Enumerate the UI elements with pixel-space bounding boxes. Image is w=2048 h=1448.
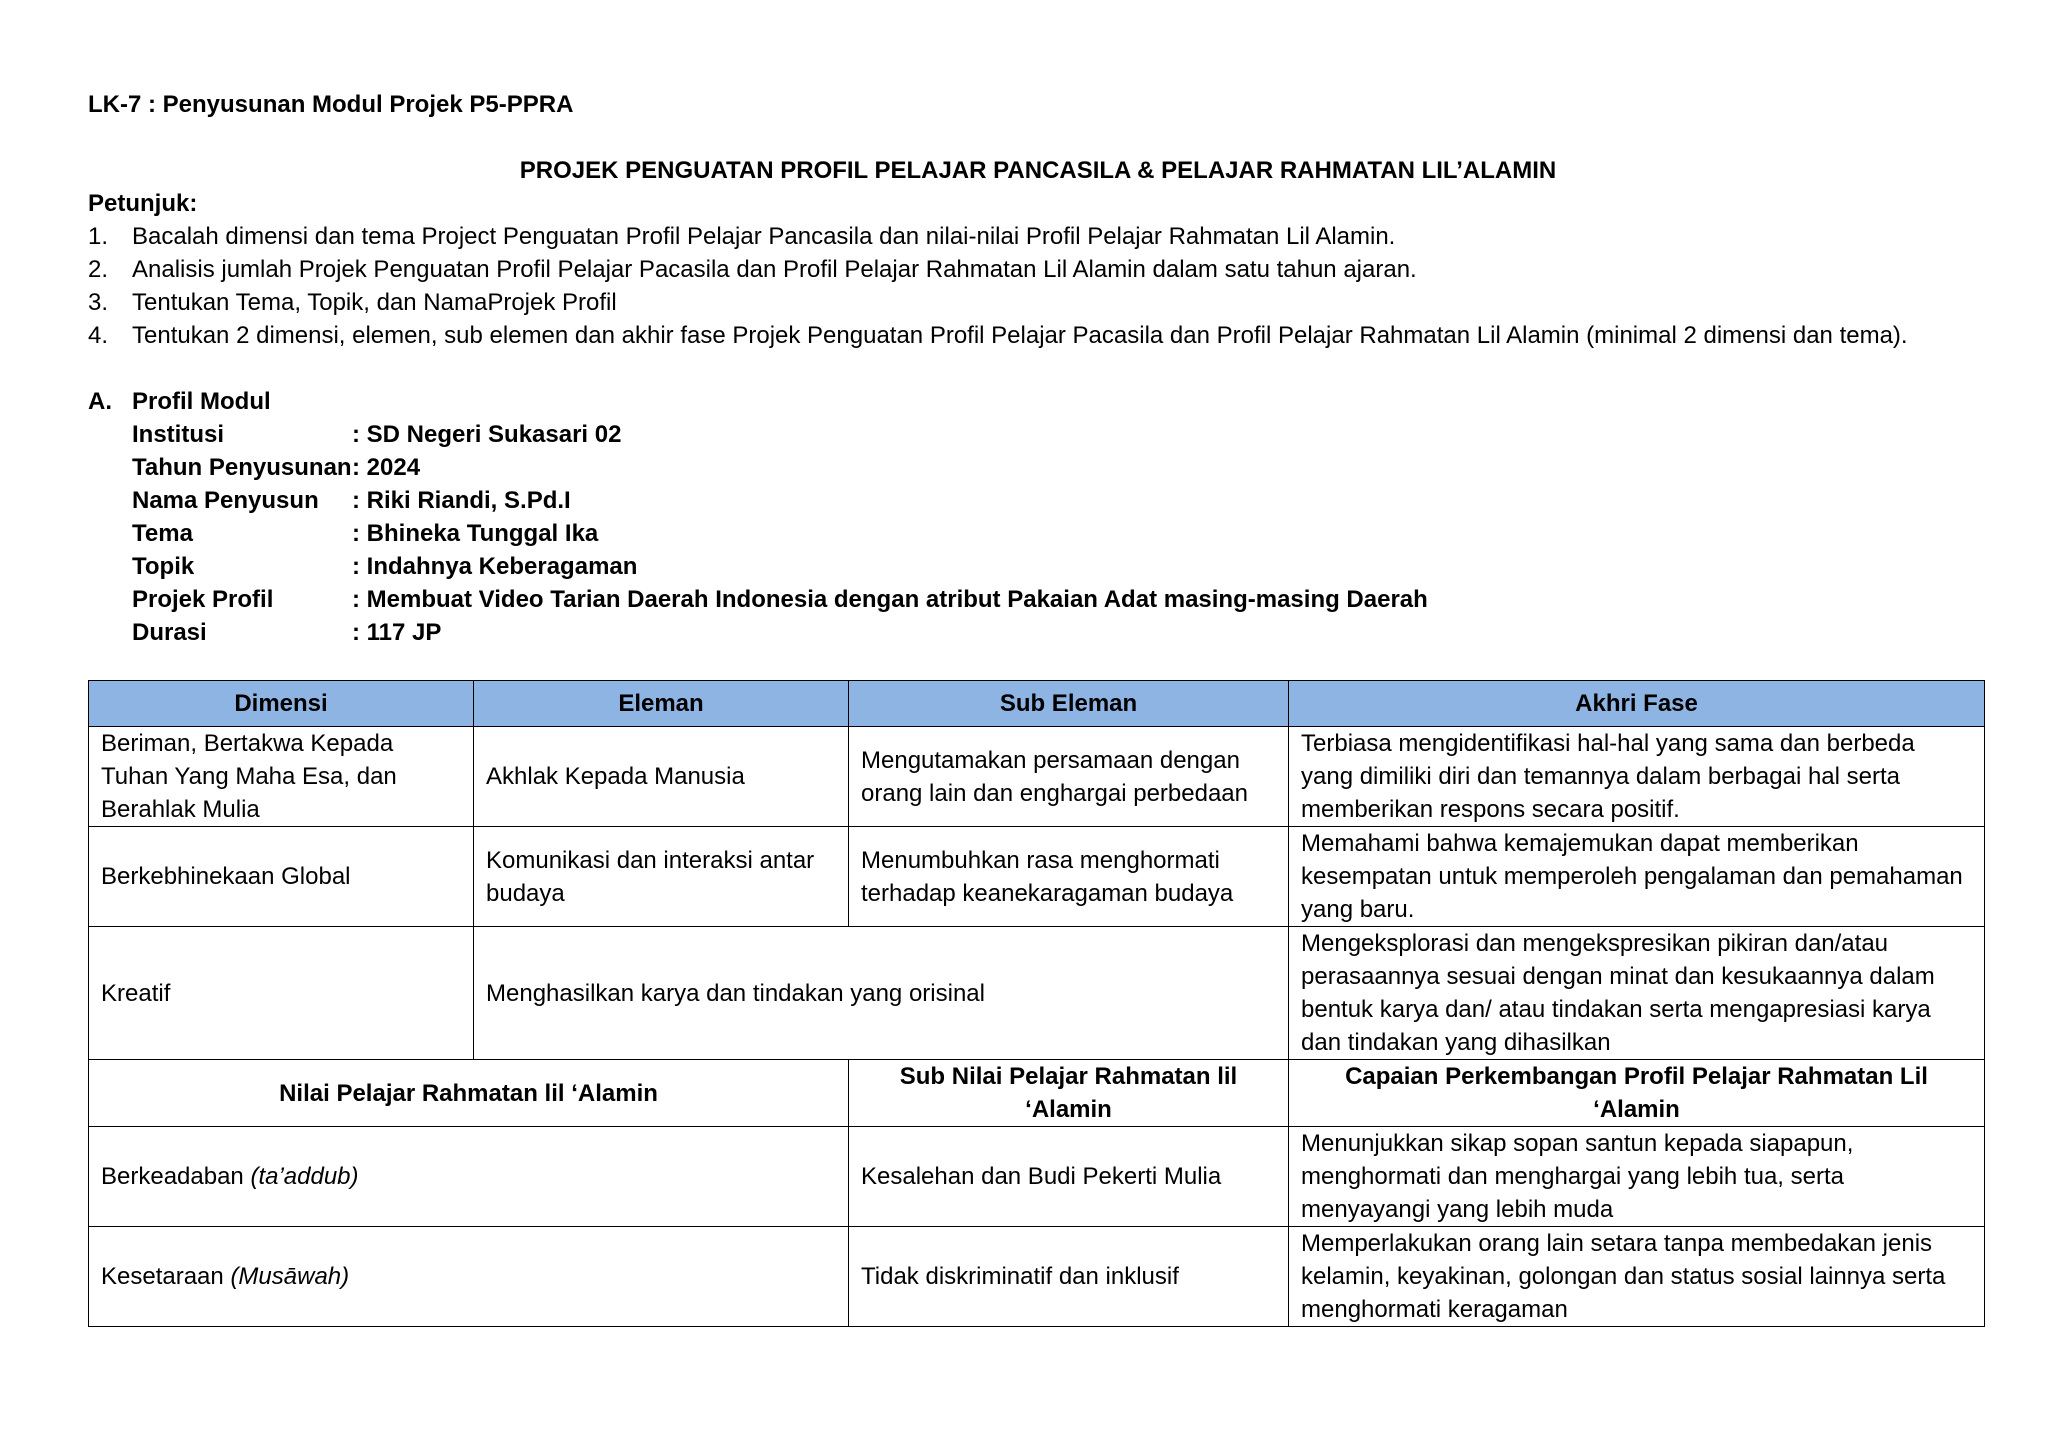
cell-dimensi: Kreatif [89, 927, 474, 1060]
cell-capaian: Menunjukkan sikap sopan santun kepada siapapun, menghormati dan menghargai yang lebih tua, serta menyayangi yang lebih muda [1289, 1127, 1985, 1227]
cell-elemen-merged: Menghasilkan karya dan tindakan yang orisinal [474, 927, 1289, 1060]
profile-fields [132, 418, 1988, 649]
profile-key: Projek Profil [132, 586, 274, 613]
table-header-row [89, 681, 1985, 727]
instruction-item [88, 220, 1988, 253]
section-title: Profil Modul [132, 388, 271, 415]
instruction-text: Tentukan 2 dimensi, elemen, sub elemen dan akhir fase Projek Penguatan Profil Pelajar Pacasila dan Profil Pelajar Rahmatan Lil Alamin (minimal 2 dimensi dan tema). [132, 322, 1908, 349]
table-row [89, 1227, 1985, 1327]
nilai-term: (ta’addub) [250, 1163, 359, 1190]
table-row [89, 1127, 1985, 1227]
profile-key: Tahun Penyusunan [132, 454, 352, 481]
worksheet-label: LK-7 : Penyusunan Modul Projek P5-PPRA [88, 91, 574, 118]
cell-dimensi: Beriman, Bertakwa Kepada Tuhan Yang Maha Esa, dan Berahlak Mulia [89, 727, 474, 827]
cell-nilai [89, 1227, 849, 1327]
nilai-name: Berkeadaban [101, 1163, 244, 1190]
instructions-heading: Petunjuk: [88, 190, 198, 217]
cell-akhir-fase: Mengeksplorasi dan mengekspresikan pikiran dan/atau perasaannya sesuai dengan minat dan kesukaannya dalam bentuk karya dan/ atau tindakan serta mengapresiasi karya dan tindakan yang dihasilkan [1289, 927, 1985, 1060]
profile-row-durasi [132, 616, 1988, 649]
cell-elemen: Komunikasi dan interaksi antar budaya [474, 827, 849, 927]
cell-akhir-fase: Terbiasa mengidentifikasi hal-hal yang sama dan berbeda yang dimiliki diri dan temannya dalam berbagai hal serta memberikan respons secara positif. [1289, 727, 1985, 827]
cell-sub-elemen: Mengutamakan persamaan dengan orang lain dan enghargai perbedaan [849, 727, 1289, 827]
nilai-term: (Musāwah) [230, 1263, 350, 1290]
nilai-name: Kesetaraan [101, 1263, 224, 1290]
profile-row-tahun [132, 451, 1988, 484]
header-elemen: Eleman [474, 681, 849, 727]
header-sub-elemen: Sub Eleman [849, 681, 1289, 727]
profile-value: : 117 JP [352, 619, 442, 646]
instruction-number: 4. [88, 322, 109, 349]
profile-value: : Riki Riandi, S.Pd.I [352, 487, 571, 514]
main-title: PROJEK PENGUATAN PROFIL PELAJAR PANCASILA & PELAJAR RAHMATAN LIL’ALAMIN [519, 157, 1557, 184]
profile-row-projek [132, 583, 1988, 616]
cell-sub-nilai: Tidak diskriminatif dan inklusif [849, 1227, 1289, 1327]
table-row [89, 927, 1985, 1060]
cell-sub-nilai: Kesalehan dan Budi Pekerti Mulia [849, 1127, 1289, 1227]
profile-value: : 2024 [352, 454, 421, 481]
profile-heading [88, 385, 1988, 418]
cell-elemen: Akhlak Kepada Manusia [474, 727, 849, 827]
instruction-number: 1. [88, 223, 109, 250]
profile-value: : Membuat Video Tarian Daerah Indonesia dengan atribut Pakaian Adat masing-masing Daerah [352, 586, 1428, 613]
profile-row-penyusun [132, 484, 1988, 517]
profile-row-topik [132, 550, 1988, 583]
profile-row-institusi [132, 418, 1988, 451]
profile-key: Durasi [132, 619, 207, 646]
profile-key: Nama Penyusun [132, 487, 319, 514]
instruction-text: Bacalah dimensi dan tema Project Penguatan Profil Pelajar Pancasila dan nilai-nilai Profil Pelajar Rahmatan Lil Alamin. [132, 223, 1396, 250]
instruction-number: 3. [88, 289, 109, 316]
profile-key: Topik [132, 553, 195, 580]
cell-dimensi: Berkebhinekaan Global [89, 827, 474, 927]
instruction-number: 2. [88, 256, 109, 283]
cell-sub-elemen: Menumbuhkan rasa menghormati terhadap keanekaragaman budaya [849, 827, 1289, 927]
profile-key: Tema [132, 520, 193, 547]
instructions-list [88, 220, 1988, 352]
header-akhir-fase: Akhri Fase [1289, 681, 1985, 727]
profile-value: : SD Negeri Sukasari 02 [352, 421, 622, 448]
dimension-table [88, 680, 1985, 1327]
cell-capaian: Memperlakukan orang lain setara tanpa membedakan jenis kelamin, keyakinan, golongan dan status sosial lainnya serta menghormati keragaman [1289, 1227, 1985, 1327]
document-page [88, 88, 1988, 1323]
instruction-text: Analisis jumlah Projek Penguatan Profil Pelajar Pacasila dan Profil Pelajar Rahmatan Lil Alamin dalam satu tahun ajaran. [132, 256, 1417, 283]
header-capaian: Capaian Perkembangan Profil Pelajar Rahmatan Lil ‘Alamin [1289, 1060, 1985, 1127]
table-row [89, 727, 1985, 827]
instruction-item [88, 319, 1988, 352]
profile-value: : Indahnya Keberagaman [352, 553, 638, 580]
header-nilai: Nilai Pelajar Rahmatan lil ‘Alamin [89, 1060, 849, 1127]
profile-section [88, 385, 1988, 649]
cell-akhir-fase: Memahami bahwa kemajemukan dapat memberikan kesempatan untuk memperoleh pengalaman dan pemahaman yang baru. [1289, 827, 1985, 927]
profile-row-tema [132, 517, 1988, 550]
table-row [89, 827, 1985, 927]
header-sub-nilai: Sub Nilai Pelajar Rahmatan lil ‘Alamin [849, 1060, 1289, 1127]
profile-key: Institusi [132, 421, 225, 448]
header-dimensi: Dimensi [89, 681, 474, 727]
section-letter: A. [88, 388, 112, 415]
profile-value: : Bhineka Tunggal Ika [352, 520, 599, 547]
ppra-header-row [89, 1060, 1985, 1127]
instruction-item [88, 286, 1988, 319]
instruction-item [88, 253, 1988, 286]
cell-nilai [89, 1127, 849, 1227]
instruction-text: Tentukan Tema, Topik, dan NamaProjek Profil [132, 289, 617, 316]
